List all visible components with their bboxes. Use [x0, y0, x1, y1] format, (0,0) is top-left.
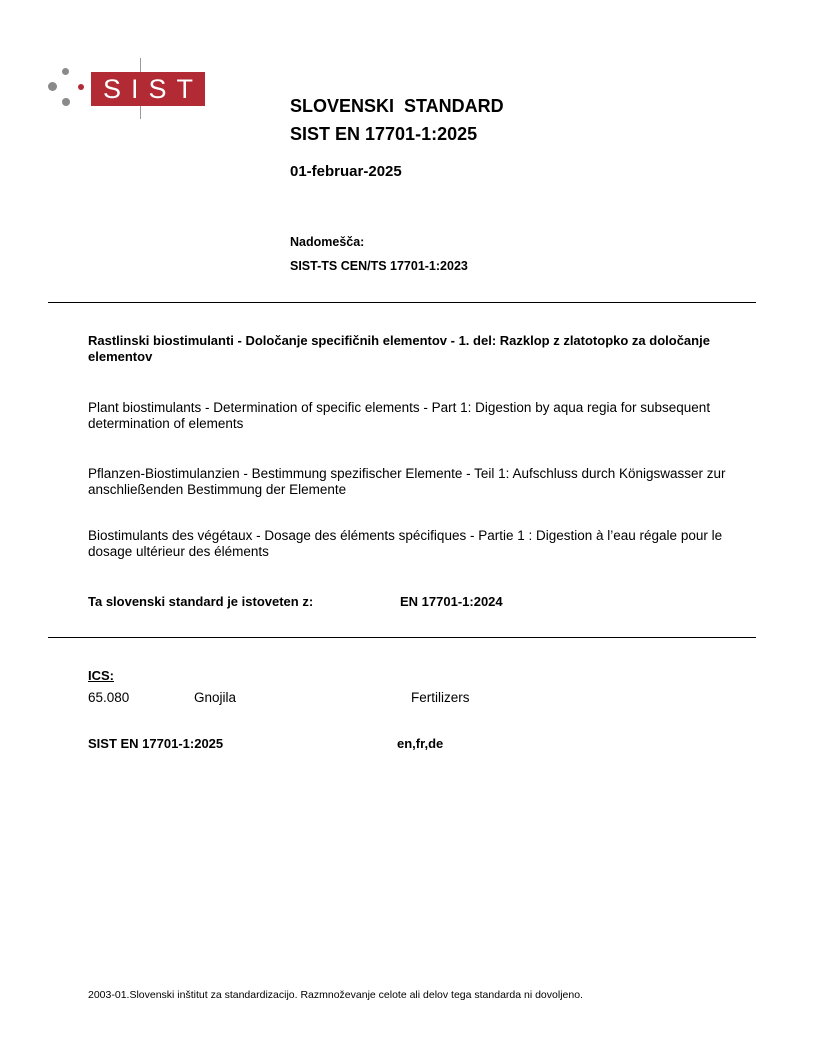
title-slovenian: Rastlinski biostimulanti - Določanje specifičnih elementov - 1. del: Razklop z zlatotopko za določanje elementov [88, 333, 710, 364]
standard-code: SIST EN 17701-1:2025 [290, 124, 478, 144]
publication-date: 01-februar-2025 [290, 163, 402, 180]
copyright-footer: 2003-01.Slovenski inštitut za standardizacijo. Razmnoževanje celote ali delov tega standarda ni dovoljeno. [88, 989, 583, 1001]
ics-code: 65.080 [88, 690, 130, 705]
designation-code: SIST EN 17701-1:2025 [88, 736, 224, 751]
ics-label: ICS: [88, 668, 114, 683]
identical-value: EN 17701-1:2024 [400, 594, 503, 609]
divider-bottom [48, 637, 756, 638]
logo-dots [48, 68, 78, 108]
logo-dot [78, 84, 84, 90]
title-french: Biostimulants des végétaux - Dosage des éléments spécifiques - Partie 1 : Digestion à l’eau régale pour le dosage ultérieur des éléments [88, 528, 723, 559]
title-german: Pflanzen-Biostimulanzien - Bestimmung spezifischer Elemente - Teil 1: Aufschluss durch Königswasser zur anschließenden Bestimmung der Elemente [88, 466, 726, 497]
standard-heading: SLOVENSKI STANDARD [290, 96, 504, 116]
replaces-label: Nadomešča: [290, 235, 365, 249]
replaces-value: SIST-TS CEN/TS 17701-1:2023 [290, 259, 468, 273]
ics-term-sl: Gnojila [194, 690, 237, 705]
sist-logo: SIST [91, 72, 205, 106]
designation-languages: en,fr,de [397, 736, 444, 751]
divider-top [48, 302, 756, 303]
title-english: Plant biostimulants - Determination of specific elements - Part 1: Digestion by aqua regia for subsequent determination of elements [88, 400, 711, 431]
logo-dot [48, 82, 57, 91]
logo-dot [62, 68, 69, 75]
identical-label: Ta slovenski standard je istoveten z: [88, 594, 314, 609]
logo-dot [62, 98, 70, 106]
ics-term-en: Fertilizers [411, 690, 470, 705]
